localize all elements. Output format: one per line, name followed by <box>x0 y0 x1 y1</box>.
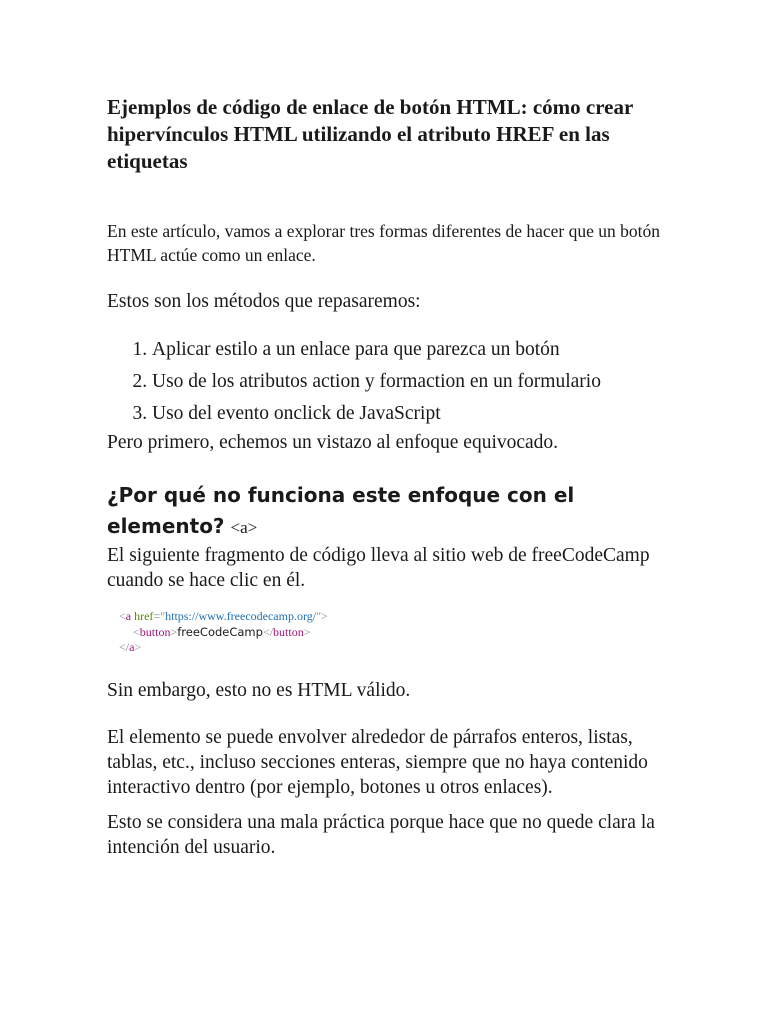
code-bracket: </ <box>119 640 130 654</box>
section-heading-tag: <a> <box>230 518 258 537</box>
wrong-approach-paragraph: Pero primero, echemos un vistazo al enfoque equivocado. <box>107 432 559 453</box>
code-quote: " <box>160 609 166 623</box>
code-text: freeCodeCamp <box>177 624 263 639</box>
not-valid-paragraph: Sin embargo, esto no es HTML válido. <box>107 679 411 701</box>
list-item: 1. Aplicar estilo a un enlace para que parezca un botón <box>152 334 667 366</box>
bad-practice-paragraph: Esto se considera una mala práctica porque hace que no quede clara la intención del usuario. <box>107 811 655 858</box>
code-line <box>119 625 667 641</box>
section-heading <box>107 480 667 543</box>
methods-lead: Estos son los métodos que repasaremos: <box>107 291 421 312</box>
code-bracket: > <box>303 624 311 639</box>
document-page <box>107 94 667 860</box>
code-bracket: > <box>134 640 142 654</box>
code-tag: a <box>129 640 135 654</box>
wrap-paragraph: El elemento se puede envolver alrededor de párrafos enteros, listas, tablas, etc., incluso secciones enteras, siempre que no haya contenido interactivo dentro (por ejemplo, botones u otros enlaces). <box>107 726 648 798</box>
code-url: https://www.freecodecamp.org/ <box>165 609 317 623</box>
section-heading-text: ¿Por qué no funciona este enfoque con el elemento? <box>107 483 575 538</box>
article-title: Ejemplos de código de enlace de botón HTML: cómo crear hipervínculos HTML utilizando el atributo HREF en las etiquetas <box>107 95 633 173</box>
code-tag: a <box>125 609 132 623</box>
code-eq: = <box>153 609 161 623</box>
methods-list <box>107 334 667 430</box>
code-quote: " <box>316 609 321 623</box>
code-tag: button <box>139 624 171 639</box>
code-bracket: </ <box>262 624 274 639</box>
code-line <box>119 609 667 625</box>
intro-paragraph: En este artículo, vamos a explorar tres formas diferentes de hacer que un botón HTML actúe como un enlace. <box>107 221 660 265</box>
code-attr: href <box>134 609 154 623</box>
list-item: 2. Uso de los atributos action y formaction en un formulario <box>152 366 667 398</box>
snippet-intro: El siguiente fragmento de código lleva al sitio web de freeCodeCamp cuando se hace clic en él. <box>107 545 650 591</box>
code-snippet <box>119 609 667 656</box>
code-bracket: < <box>133 624 140 639</box>
code-bracket: < <box>119 609 126 623</box>
code-tag: button <box>273 624 304 639</box>
code-line <box>119 640 667 656</box>
code-bracket: > <box>321 609 328 623</box>
code-bracket: > <box>170 624 178 639</box>
list-item: 3. Uso del evento onclick de JavaScript <box>152 398 667 430</box>
